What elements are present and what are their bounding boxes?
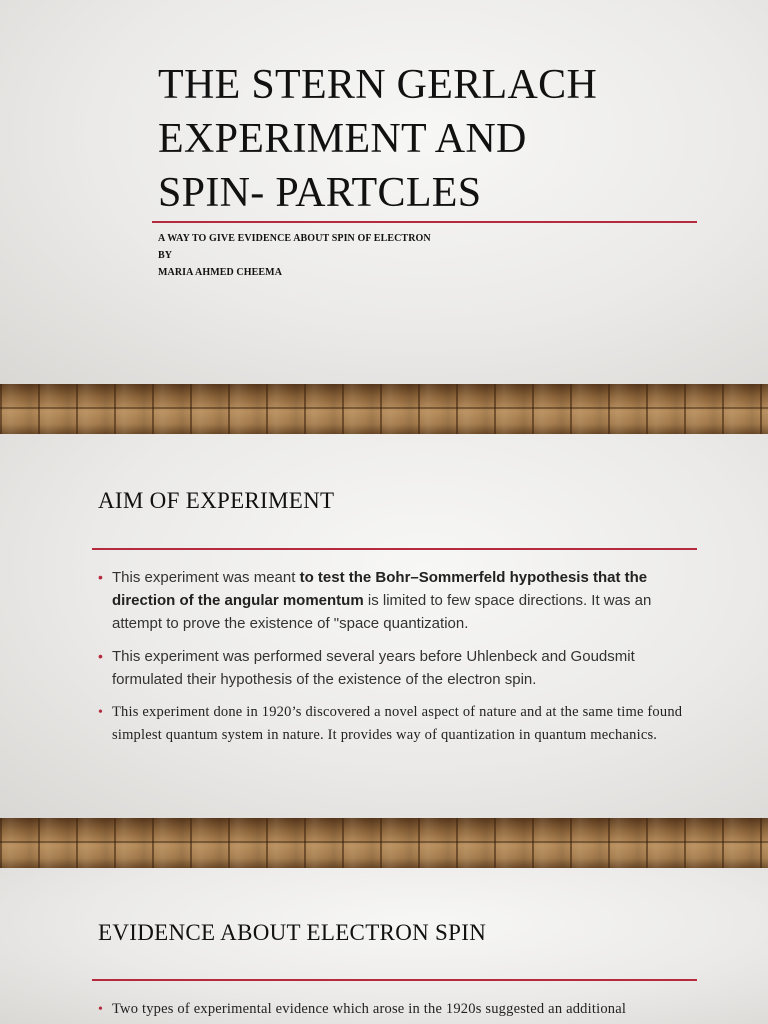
slide-subtitle <box>158 230 431 281</box>
subtitle-line: A WAY TO GIVE EVIDENCE ABOUT SPIN OF ELECTRON <box>158 233 431 244</box>
subtitle-line: BY <box>158 250 173 261</box>
bullet-icon: • <box>98 569 103 585</box>
wood-floor-band <box>0 818 768 868</box>
bullet-text: Two types of experimental evidence which arose in the 1920s suggested an additional <box>112 1001 627 1017</box>
list-item <box>98 701 698 747</box>
heading-divider <box>92 548 697 550</box>
slide-heading: EVIDENCE ABOUT ELECTRON SPIN <box>98 920 487 945</box>
bullet-list <box>98 998 698 1024</box>
heading-divider <box>92 979 697 981</box>
bullet-icon: • <box>98 705 104 720</box>
bullet-text-bold: to test the Bohr–Sommerfeld hypothesis that the direction of the angular momentum <box>112 569 648 609</box>
wood-floor-band <box>0 384 768 434</box>
bullet-text-pre: This experiment was meant <box>112 569 300 586</box>
bullet-icon: • <box>98 1002 104 1017</box>
bullet-list <box>98 566 698 757</box>
bullet-text-post: is limited to few space directions. It was an attempt to prove the existence of "space quantization. <box>112 592 652 632</box>
slide-title: THE STERN GERLACH EXPERIMENT AND SPIN- PARTCLES <box>158 62 598 216</box>
subtitle-line: MARIA AHMED CHEEMA <box>158 267 283 278</box>
bullet-text: This experiment was performed several years before Uhlenbeck and Goudsmit formulated their hypothesis of the existence of the electron spin. <box>112 648 635 688</box>
bullet-text: This experiment done in 1920’s discovered a novel aspect of nature and at the same time found simplest quantum system in nature. It provides way of quantization in quantum mechanics. <box>112 704 683 743</box>
slide-heading: AIM OF EXPERIMENT <box>98 488 335 513</box>
slide-3 <box>0 868 768 1024</box>
list-item <box>98 566 698 635</box>
slide-1 <box>0 0 768 384</box>
bullet-icon: • <box>98 648 103 664</box>
title-divider <box>152 221 697 223</box>
slide-2 <box>0 434 768 818</box>
list-item <box>98 645 698 691</box>
list-item <box>98 998 698 1021</box>
